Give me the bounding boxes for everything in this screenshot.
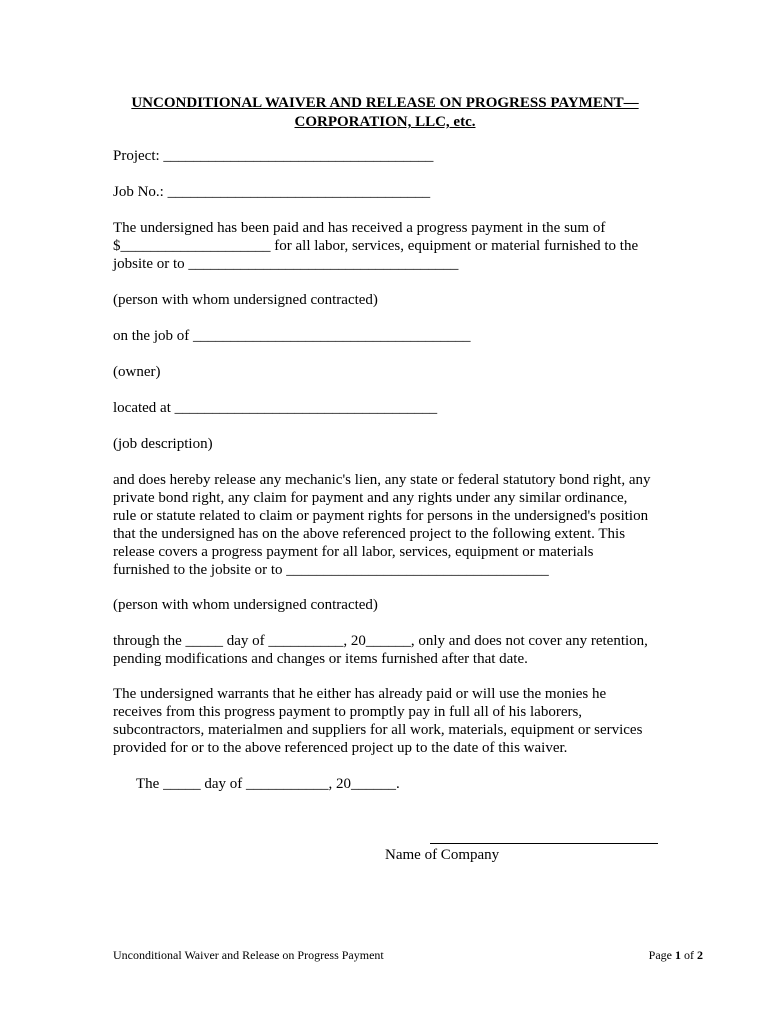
release-paragraph: and does hereby release any mechanic's lien, any state or federal statutory bond right, any private bond right, any claim for payment and any rights under any similar ordinance, rule or statute related to claim or payment rights for persons in the undersigned's position that the undersigned has on the above referenced project to the following extent. This release covers a progress payment for all labor, services, equipment or materials furnished to the jobsite or to ___________________________________: [113, 472, 651, 578]
payment-paragraph: The undersigned has been paid and has received a progress payment in the sum of $____________________ for all labor, services, equipment or material furnished to the jobsite or to ____________________________________: [113, 220, 639, 272]
page-current: 1: [675, 948, 681, 962]
company-name-label: Name of Company: [385, 847, 500, 863]
date-line: The _____ day of ___________, 20______.: [136, 776, 400, 792]
warranty-paragraph: The undersigned warrants that he either has already paid or will use the monies he receives from this progress payment to promptly pay in full all of his laborers, subcontractors, materialmen and suppliers for all work, materials, equipment or services provided for or to the above referenced project up to the date of this waiver.: [113, 686, 643, 756]
page-of: of: [681, 948, 697, 962]
project-field: Project: ____________________________________: [113, 148, 434, 164]
signature-line: [430, 833, 658, 844]
contracted-person-label-2: (person with whom undersigned contracted): [113, 597, 378, 613]
page-total: 2: [697, 948, 703, 962]
job-no-field: Job No.: ___________________________________: [113, 184, 431, 200]
owner-label: (owner): [113, 364, 161, 380]
document-title: [100, 94, 670, 132]
located-at-field: located at ___________________________________: [113, 400, 438, 416]
job-description-label: (job description): [113, 436, 213, 452]
page-number: [649, 948, 703, 963]
title-line-2: CORPORATION, LLC, etc.: [294, 114, 476, 130]
through-date-paragraph: through the _____ day of __________, 20______, only and does not cover any retention, pending modifications and changes or items furnished after that date.: [113, 633, 648, 667]
title-line-1: UNCONDITIONAL WAIVER AND RELEASE ON PROGRESS PAYMENT—: [131, 95, 639, 111]
footer-title: Unconditional Waiver and Release on Progress Payment: [113, 948, 384, 962]
contracted-person-label: (person with whom undersigned contracted): [113, 292, 378, 308]
page-prefix: Page: [648, 948, 675, 962]
job-of-field: on the job of _____________________________________: [113, 328, 471, 344]
